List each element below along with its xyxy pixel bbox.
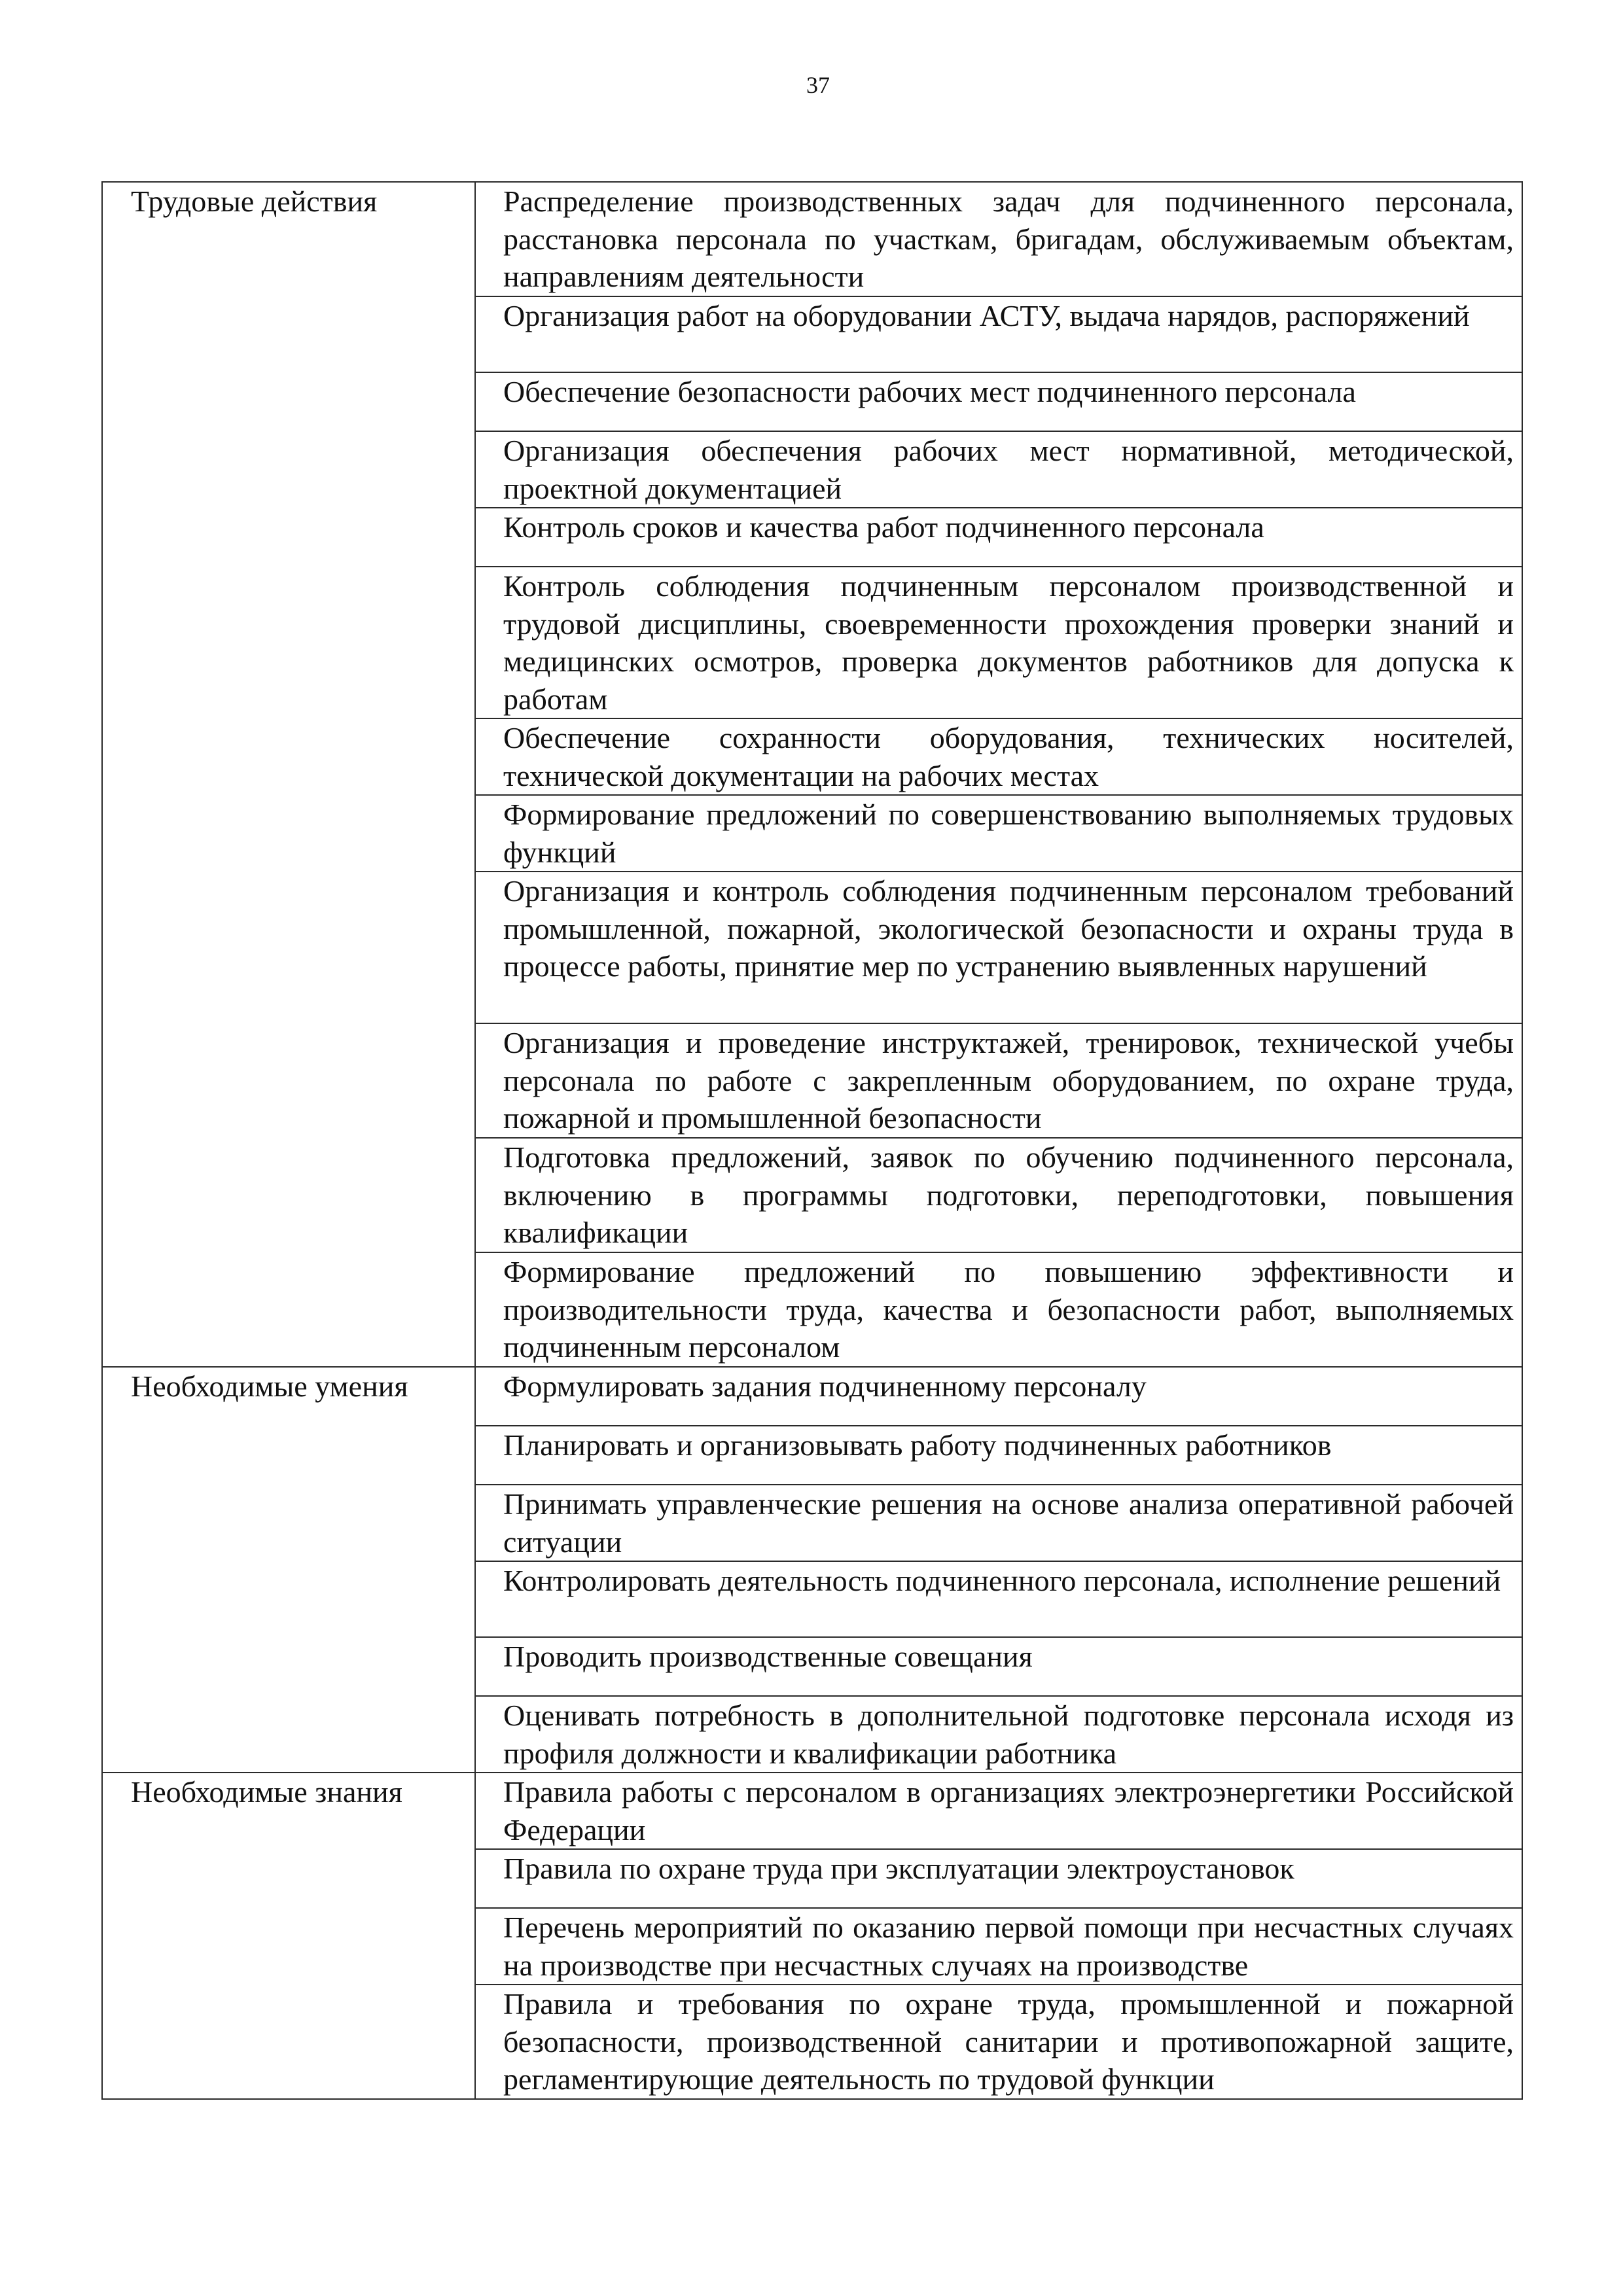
page-number: 37 — [806, 72, 830, 98]
section-label-labor-actions: Трудовые действия — [102, 182, 475, 1367]
labor-action-item: Контроль соблюдения подчиненным персоналом производственной и трудовой дисциплины, своевременности прохождения проверки знаний и медицинских осмотров, проверка документов работников для допуска к работам — [475, 567, 1522, 718]
labor-action-item: Организация и проведение инструктажей, тренировок, технической учебы персонала по работе с закрепленным оборудованием, по охране труда, пожарной и промышленной безопасности — [475, 1023, 1522, 1138]
labor-action-item: Формирование предложений по совершенствованию выполняемых трудовых функций — [475, 795, 1522, 872]
labor-action-item: Обеспечение безопасности рабочих мест подчиненного персонала — [475, 372, 1522, 431]
labor-action-item: Организация и контроль соблюдения подчиненным персоналом требований промышленной, пожарной, экологической безопасности и охраны труда в процессе работы, принятие мер по устранению выявленных нарушений — [475, 872, 1522, 1023]
knowledge-item: Перечень мероприятий по оказанию первой помощи при несчастных случаях на производстве при несчастных случаях на производстве — [475, 1908, 1522, 1985]
skill-item: Контролировать деятельность подчиненного персонала, исполнение решений — [475, 1561, 1522, 1637]
table-row — [102, 1773, 1522, 1849]
skill-item: Оценивать потребность в дополнительной подготовке персонала исходя из профиля должности и квалификации работника — [475, 1696, 1522, 1773]
table-row — [102, 182, 1522, 296]
labor-function-table — [101, 181, 1523, 2100]
knowledge-item: Правила работы с персоналом в организациях электроэнергетики Российской Федерации — [475, 1773, 1522, 1849]
knowledge-item: Правила и требования по охране труда, промышленной и пожарной безопасности, производственной санитарии и противопожарной защите, регламентирующие деятельность по трудовой функции — [475, 1985, 1522, 2099]
labor-action-item: Контроль сроков и качества работ подчиненного персонала — [475, 508, 1522, 567]
section-label-required-skills: Необходимые умения — [102, 1367, 475, 1773]
labor-action-item: Обеспечение сохранности оборудования, технических носителей, технической документации на рабочих местах — [475, 718, 1522, 795]
labor-action-item: Подготовка предложений, заявок по обучению подчиненного персонала, включению в программы подготовки, переподготовки, повышения квалификации — [475, 1138, 1522, 1252]
skill-item: Принимать управленческие решения на основе анализа оперативной рабочей ситуации — [475, 1485, 1522, 1561]
labor-action-item: Распределение производственных задач для подчиненного персонала, расстановка персонала по участкам, бригадам, обслуживаемым объектам, направлениям деятельности — [475, 182, 1522, 296]
labor-action-item: Организация работ на оборудовании АСТУ, выдача нарядов, распоряжений — [475, 296, 1522, 372]
table-row — [102, 1367, 1522, 1426]
labor-action-item: Организация обеспечения рабочих мест нормативной, методической, проектной документацией — [475, 431, 1522, 508]
skill-item: Проводить производственные совещания — [475, 1637, 1522, 1696]
labor-action-item: Формирование предложений по повышению эффективности и производительности труда, качества и безопасности работ, выполняемых подчиненным персоналом — [475, 1252, 1522, 1367]
skill-item: Формулировать задания подчиненному персоналу — [475, 1367, 1522, 1426]
knowledge-item: Правила по охране труда при эксплуатации электроустановок — [475, 1849, 1522, 1908]
skill-item: Планировать и организовывать работу подчиненных работников — [475, 1426, 1522, 1485]
section-label-required-knowledge: Необходимые знания — [102, 1773, 475, 2099]
